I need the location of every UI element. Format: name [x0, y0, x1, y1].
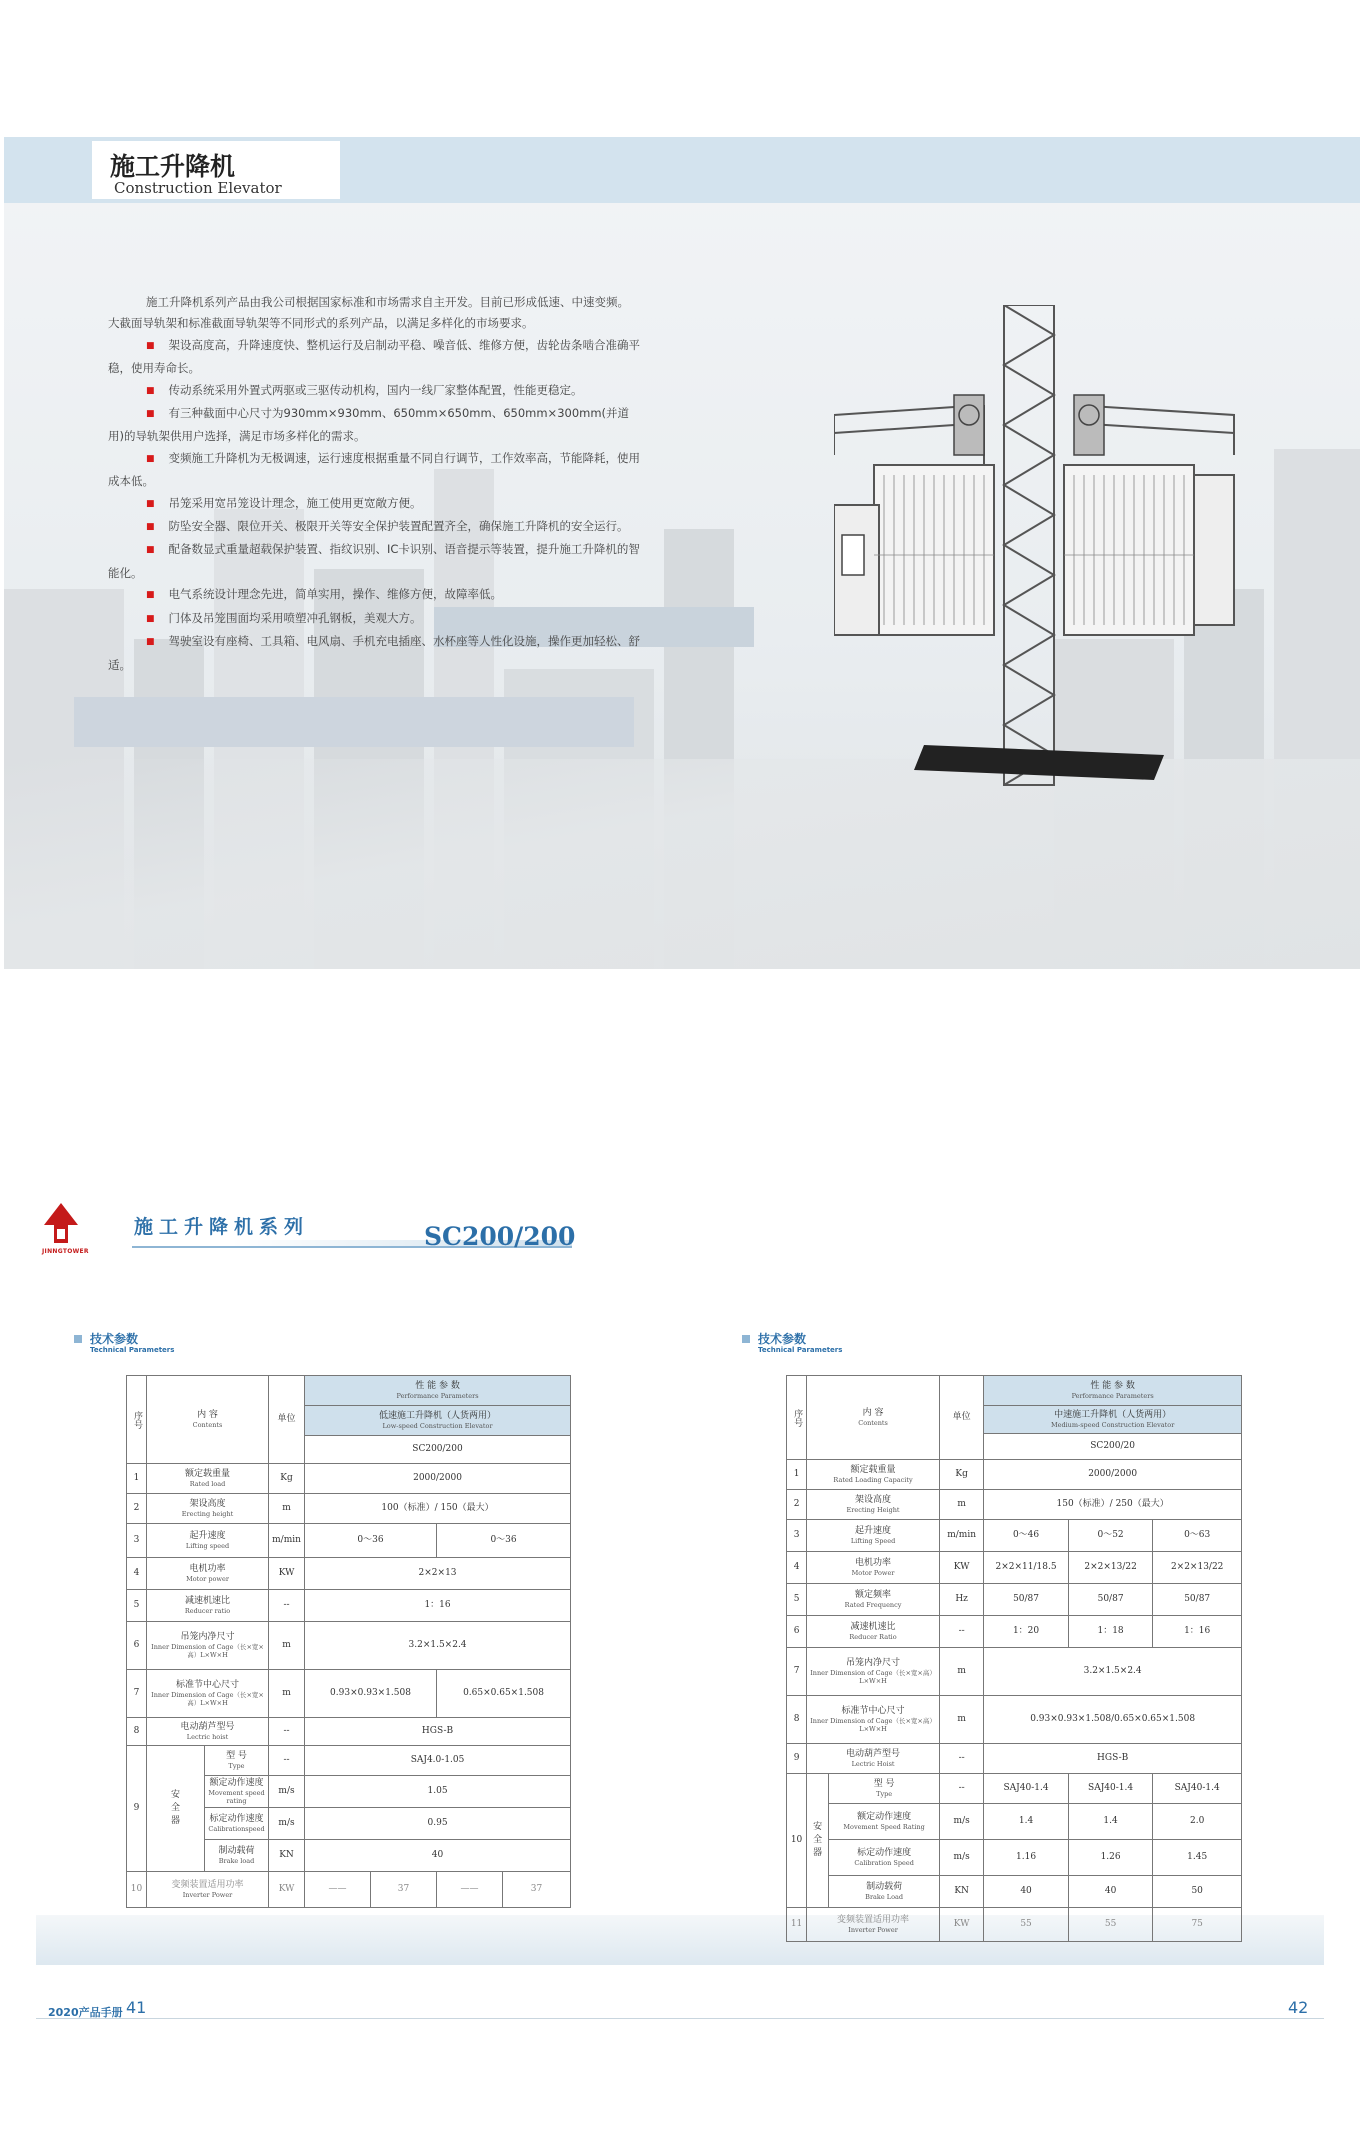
row-label-en: Calibrationspeed [208, 1825, 265, 1833]
row-value: SAJ40-1.4 [1068, 1774, 1153, 1804]
safety-device-label-text: 安全器 [813, 1822, 823, 1858]
row-number: 10 [787, 1774, 807, 1908]
table-row [127, 1464, 571, 1494]
header-type [984, 1406, 1242, 1434]
row-label-cn: 额定载重量 [185, 1469, 231, 1479]
row-value: 2×2×13 [305, 1558, 571, 1590]
row-label-cn: 变频装置适用功率 [837, 1915, 910, 1925]
row-unit: KW [939, 1552, 983, 1584]
row-value: 1.16 [984, 1840, 1069, 1876]
row-number: 6 [127, 1622, 147, 1670]
row-label-en: Inner Dimension of Cage（长×宽×高）L×W×H [810, 1669, 936, 1685]
header-type-en: Low-speed Construction Elevator [382, 1422, 493, 1430]
row-unit: m/s [269, 1776, 305, 1808]
row-value: 1.26 [1068, 1840, 1153, 1876]
feature-bullet: ■ 电气系统设计理念先进，简单实用，操作、维修方便，故障率低。 [108, 584, 640, 607]
row-label-en: Lectric hoist [186, 1733, 229, 1741]
row-label-cn: 标准节中心尺寸 [841, 1706, 905, 1716]
safety-device-label [807, 1774, 829, 1908]
row-label-en: Brake load [218, 1857, 255, 1865]
row-unit: -- [939, 1616, 983, 1648]
elevator-illustration [834, 305, 1254, 805]
feature-bullet: ■ 变频施工升降机为无极调速，运行速度根据重量不同自行调节，工作效率高，节能降耗，使用成本低。 [108, 448, 640, 493]
header-unit: 单位 [269, 1376, 305, 1464]
table-row [127, 1590, 571, 1622]
row-number: 5 [127, 1590, 147, 1622]
row-label-cn: 起升速度 [855, 1526, 892, 1536]
footer-label: 2020产品手册 [48, 2006, 123, 2019]
row-value: 0～36 [305, 1524, 437, 1558]
row-unit: -- [269, 1746, 305, 1776]
row-value: 1.4 [984, 1804, 1069, 1840]
row-value: SAJ4.0-1.05 [305, 1746, 571, 1776]
table-row [787, 1876, 1242, 1908]
row-value: —— [305, 1872, 371, 1908]
table-row [787, 1552, 1242, 1584]
row-unit: KW [269, 1872, 305, 1908]
row-unit: Kg [939, 1460, 983, 1490]
row-label-cn: 减速机速比 [850, 1622, 896, 1632]
row-value: 75 [1153, 1908, 1242, 1942]
feature-bullet: ■ 吊笼采用宽吊笼设计理念，施工使用更宽敞方便。 [108, 493, 640, 516]
row-label-en: Rated load [189, 1480, 226, 1488]
row-label [807, 1648, 940, 1696]
header-type-en: Medium-speed Construction Elevator [1050, 1421, 1175, 1429]
feature-bullet: ■ 架设高度高，升降速度快、整机运行及启制动平稳、噪音低、维修方便，齿轮齿条啮合准确平稳，使用寿命长。 [108, 335, 640, 380]
row-value: 3.2×1.5×2.4 [984, 1648, 1242, 1696]
row-value: 100（标准）/ 150（最大） [305, 1494, 571, 1524]
row-number: 8 [127, 1718, 147, 1746]
row-value: 37 [371, 1872, 437, 1908]
table-row [787, 1696, 1242, 1744]
row-unit: m/min [269, 1524, 305, 1558]
spec-table-medium-speed [786, 1375, 1242, 1942]
row-label-cn: 额定动作速度 [857, 1812, 912, 1822]
row-unit: m/min [939, 1520, 983, 1552]
row-label-en: Erecting Height [846, 1506, 900, 1514]
row-value: 0.93×0.93×1.508/0.65×0.65×1.508 [984, 1696, 1242, 1744]
row-unit: m/s [269, 1808, 305, 1840]
row-unit: KN [939, 1876, 983, 1908]
row-number: 4 [127, 1558, 147, 1590]
row-label [829, 1876, 940, 1908]
header-model: SC200/200 [305, 1436, 571, 1464]
row-number: 5 [787, 1584, 807, 1616]
row-value: 50 [1153, 1876, 1242, 1908]
row-label-en: Reducer ratio [184, 1607, 231, 1615]
page-title: 施工升降机 [110, 152, 236, 181]
safety-device-label-text: 安全器 [170, 1790, 180, 1826]
section-subheading-left: Technical Parameters [90, 1346, 175, 1354]
row-label [205, 1776, 269, 1808]
table-row [787, 1840, 1242, 1876]
row-unit: m [939, 1648, 983, 1696]
header-content [807, 1376, 940, 1460]
row-label [147, 1494, 269, 1524]
row-label [807, 1552, 940, 1584]
header-performance [305, 1376, 571, 1406]
feature-bullet: ■ 驾驶室设有座椅、工具箱、电风扇、手机充电插座、水杯座等人性化设施，操作更加轻松、舒适。 [108, 631, 640, 676]
row-number: 6 [787, 1616, 807, 1648]
row-number: 1 [787, 1460, 807, 1490]
table-row [787, 1648, 1242, 1696]
row-label-en: Motor power [186, 1575, 229, 1583]
row-unit: m [269, 1670, 305, 1718]
row-unit: KW [939, 1908, 983, 1942]
table-row [787, 1804, 1242, 1840]
row-value: 1.05 [305, 1776, 571, 1808]
table-row [127, 1494, 571, 1524]
row-number: 3 [127, 1524, 147, 1558]
row-number: 4 [787, 1552, 807, 1584]
row-label [147, 1718, 269, 1746]
section-heading-text: 技术参数 [758, 1332, 807, 1346]
feature-bullet: ■ 传动系统采用外置式两驱或三驱传动机构，国内一线厂家整体配置，性能更稳定。 [108, 380, 640, 403]
row-unit: m [269, 1494, 305, 1524]
row-value: 40 [305, 1840, 571, 1872]
row-label [147, 1524, 269, 1558]
row-value: 2×2×13/22 [1068, 1552, 1153, 1584]
row-label-en: Calibration Speed [854, 1859, 914, 1867]
row-value: 40 [1068, 1876, 1153, 1908]
row-label [147, 1872, 269, 1908]
row-value: 37 [503, 1872, 571, 1908]
row-number: 9 [787, 1744, 807, 1774]
row-label-cn: 额定频率 [855, 1590, 892, 1600]
row-value: 2×2×11/18.5 [984, 1552, 1069, 1584]
row-value: 150（标准）/ 250（最大） [984, 1490, 1242, 1520]
company-logo-icon [44, 1203, 78, 1247]
row-unit: -- [269, 1590, 305, 1622]
row-label-en: Erecting height [181, 1510, 234, 1518]
row-value: 1.45 [1153, 1840, 1242, 1876]
row-value: 0.93×0.93×1.508 [305, 1670, 437, 1718]
row-value: SAJ40-1.4 [1153, 1774, 1242, 1804]
row-label [807, 1584, 940, 1616]
table-row [787, 1520, 1242, 1552]
row-label-en: Lifting Speed [850, 1537, 896, 1545]
header-performance-en: Performance Parameters [396, 1392, 479, 1400]
row-label-cn: 吊笼内净尺寸 [846, 1658, 901, 1668]
row-label-cn: 减速机速比 [185, 1596, 231, 1606]
row-unit: m [939, 1696, 983, 1744]
row-label-en: Type [876, 1790, 893, 1798]
header-model: SC200/20 [984, 1434, 1242, 1460]
row-label-cn: 额定动作速度 [209, 1778, 264, 1788]
row-label-en: Inner Dimension of Cage（长×宽×高）L×W×H [151, 1691, 264, 1707]
row-unit: KW [269, 1558, 305, 1590]
row-number: 1 [127, 1464, 147, 1494]
page-number-left: 41 [126, 1998, 147, 2017]
intro-paragraph: 施工升降机系列产品由我公司根据国家标准和市场需求自主开发。目前已形成低速、中速变频。大截面导轨架和标准截面导轨架等不同形式的系列产品，以满足多样化的市场要求。 [108, 295, 629, 331]
row-label-en: Movement Speed Rating [843, 1823, 925, 1831]
row-value: 1：16 [305, 1590, 571, 1622]
page-number-right: 42 [1288, 1998, 1309, 2017]
row-label [147, 1590, 269, 1622]
row-label-cn: 变频装置适用功率 [171, 1880, 244, 1890]
footer-line [36, 2018, 1324, 2019]
feature-bullet: ■ 配备数显式重量超载保护装置、指纹识别、IC卡识别、语音提示等装置，提升施工升降机的智能化。 [108, 539, 640, 584]
row-label [829, 1840, 940, 1876]
row-label-cn: 电动葫芦型号 [180, 1722, 235, 1732]
row-number: 8 [787, 1696, 807, 1744]
feature-bullet: ■ 防坠安全器、限位开关、极限开关等安全保护装置配置齐全，确保施工升降机的安全运行。 [108, 516, 640, 539]
bg-billboard [74, 697, 634, 747]
section-heading-text: 技术参数 [90, 1332, 139, 1346]
square-icon [74, 1335, 82, 1343]
row-label-cn: 额定载重量 [850, 1465, 896, 1475]
row-value: HGS-B [305, 1718, 571, 1746]
table-row [127, 1746, 571, 1776]
row-label-cn: 标准节中心尺寸 [176, 1680, 240, 1690]
row-value: 0.95 [305, 1808, 571, 1840]
header-content-en: Contents [192, 1421, 223, 1429]
row-number: 2 [787, 1490, 807, 1520]
header-type-cn: 低速施工升降机（人货两用） [379, 1411, 497, 1421]
row-label-en: Inverter Power [182, 1891, 233, 1899]
row-label [807, 1616, 940, 1648]
row-unit: m/s [939, 1804, 983, 1840]
row-label-en: Lifting speed [185, 1542, 230, 1550]
row-label-en: Brake Load [865, 1893, 904, 1901]
table-row [787, 1616, 1242, 1648]
table-row [127, 1670, 571, 1718]
row-label [147, 1558, 269, 1590]
row-value: 55 [1068, 1908, 1153, 1942]
row-value: 40 [984, 1876, 1069, 1908]
title-box [92, 141, 340, 199]
row-label-en: Inner Dimension of Cage（长×宽×高）L×W×H [810, 1717, 936, 1733]
row-label [829, 1804, 940, 1840]
header-content-en: Contents [858, 1419, 888, 1427]
header-performance-cn: 性 能 参 数 [415, 1381, 460, 1391]
row-value: 50/87 [984, 1584, 1069, 1616]
header-performance-en: Performance Parameters [1071, 1392, 1154, 1400]
table-row [787, 1490, 1242, 1520]
header-unit: 单位 [939, 1376, 983, 1460]
table-row [787, 1744, 1242, 1774]
row-label [147, 1464, 269, 1494]
row-label-en: Rated Frequency [844, 1601, 902, 1609]
row-label-en: Inner Dimension of Cage（长×宽×高）L×W×H [151, 1643, 264, 1659]
row-value: 0～46 [984, 1520, 1069, 1552]
row-number: 9 [127, 1746, 147, 1872]
row-value: 0.65×0.65×1.508 [437, 1670, 571, 1718]
intro-text [108, 292, 640, 676]
row-label [807, 1460, 940, 1490]
row-label [205, 1808, 269, 1840]
row-label-en: Reducer Ratio [849, 1633, 897, 1641]
row-label-en: Rated Loading Capacity [833, 1476, 913, 1484]
series-title: 施工升降机系列 [134, 1216, 310, 1238]
row-label [807, 1908, 940, 1942]
row-label [205, 1746, 269, 1776]
row-label-cn: 电机功率 [855, 1558, 892, 1568]
table-row [127, 1622, 571, 1670]
row-unit: Kg [269, 1464, 305, 1494]
row-label-en: Movement speed rating [208, 1789, 265, 1805]
square-icon [742, 1335, 750, 1343]
row-value: 1：16 [1153, 1616, 1242, 1648]
row-label-en: Lectric Hoist [851, 1760, 895, 1768]
row-value: 0～52 [1068, 1520, 1153, 1552]
row-label-cn: 标定动作速度 [209, 1814, 264, 1824]
row-label-en: Inverter Power [848, 1926, 898, 1934]
row-label-cn: 吊笼内净尺寸 [180, 1632, 235, 1642]
row-value: 1：18 [1068, 1616, 1153, 1648]
row-label-cn: 架设高度 [855, 1495, 892, 1505]
header-content-cn: 内 容 [197, 1410, 218, 1420]
row-label-cn: 起升速度 [189, 1531, 226, 1541]
section-heading-left [74, 1330, 138, 1347]
table-row [787, 1584, 1242, 1616]
table-row [127, 1718, 571, 1746]
section-subheading-right: Technical Parameters [758, 1346, 843, 1354]
row-label [807, 1696, 940, 1744]
row-label-cn: 型 号 [873, 1779, 895, 1789]
row-value: 50/87 [1068, 1584, 1153, 1616]
row-value: 2.0 [1153, 1804, 1242, 1840]
row-value: —— [437, 1872, 503, 1908]
row-number: 3 [787, 1520, 807, 1552]
safety-device-label [147, 1746, 205, 1872]
row-label-cn: 制动载荷 [218, 1846, 255, 1856]
logo-text: JINNGTOWER [42, 1248, 89, 1255]
row-value: 2×2×13/22 [1153, 1552, 1242, 1584]
row-label-cn: 架设高度 [189, 1499, 226, 1509]
header-performance-cn: 性 能 参 数 [1090, 1381, 1135, 1391]
row-value: 1：20 [984, 1616, 1069, 1648]
row-label [147, 1670, 269, 1718]
header-seq: 序号 [127, 1376, 147, 1464]
row-label [147, 1622, 269, 1670]
row-unit: m [269, 1622, 305, 1670]
row-value: 50/87 [1153, 1584, 1242, 1616]
row-value: 55 [984, 1908, 1069, 1942]
row-value: SAJ40-1.4 [984, 1774, 1069, 1804]
row-unit: KN [269, 1840, 305, 1872]
table-row [127, 1524, 571, 1558]
row-label-en: Motor Power [851, 1569, 895, 1577]
section-heading-right [742, 1330, 806, 1347]
table-row [127, 1872, 571, 1908]
row-value: 2000/2000 [305, 1464, 571, 1494]
table-row [127, 1558, 571, 1590]
header-type [305, 1406, 571, 1436]
row-value: 0～63 [1153, 1520, 1242, 1552]
header-type-cn: 中速施工升降机（人货两用） [1054, 1410, 1172, 1420]
row-label-cn: 标定动作速度 [857, 1848, 912, 1858]
row-unit: -- [939, 1774, 983, 1804]
model-title: SC200/200 [424, 1222, 576, 1251]
row-unit: m/s [939, 1840, 983, 1876]
table-row [787, 1460, 1242, 1490]
row-label [807, 1490, 940, 1520]
row-number: 7 [127, 1670, 147, 1718]
row-value: 3.2×1.5×2.4 [305, 1622, 571, 1670]
row-label-en: Type [228, 1762, 245, 1770]
spec-table-low-speed [126, 1375, 571, 1908]
row-unit: -- [269, 1718, 305, 1746]
row-number: 10 [127, 1872, 147, 1908]
row-label [829, 1774, 940, 1804]
row-value: 2000/2000 [984, 1460, 1242, 1490]
row-label-cn: 电机功率 [189, 1564, 226, 1574]
row-value: 1.4 [1068, 1804, 1153, 1840]
top-page [4, 137, 1360, 969]
feature-bullet: ■ 有三种截面中心尺寸为930mm×930mm、650mm×650mm、650mm×300mm(并道用)的导轨架供用户选择，满足市场多样化的需求。 [108, 403, 640, 448]
row-label-cn: 型 号 [226, 1751, 247, 1761]
page-subtitle: Construction Elevator [114, 179, 282, 197]
table-row [787, 1908, 1242, 1942]
feature-bullet: ■ 门体及吊笼围面均采用喷塑冲孔钢板，美观大方。 [108, 608, 640, 631]
row-label [807, 1520, 940, 1552]
row-value: 0～36 [437, 1524, 571, 1558]
row-label-cn: 电动葫芦型号 [846, 1749, 901, 1759]
header-performance [984, 1376, 1242, 1406]
row-unit: Hz [939, 1584, 983, 1616]
row-unit: -- [939, 1744, 983, 1774]
header-content-cn: 内 容 [862, 1408, 884, 1418]
row-value: HGS-B [984, 1744, 1242, 1774]
row-number: 7 [787, 1648, 807, 1696]
row-number: 2 [127, 1494, 147, 1524]
header-content [147, 1376, 269, 1464]
row-label-cn: 制动载荷 [866, 1882, 903, 1892]
row-label [205, 1840, 269, 1872]
row-label [807, 1744, 940, 1774]
row-unit: m [939, 1490, 983, 1520]
row-number: 11 [787, 1908, 807, 1942]
table-row [787, 1774, 1242, 1804]
header-seq: 序号 [787, 1376, 807, 1460]
